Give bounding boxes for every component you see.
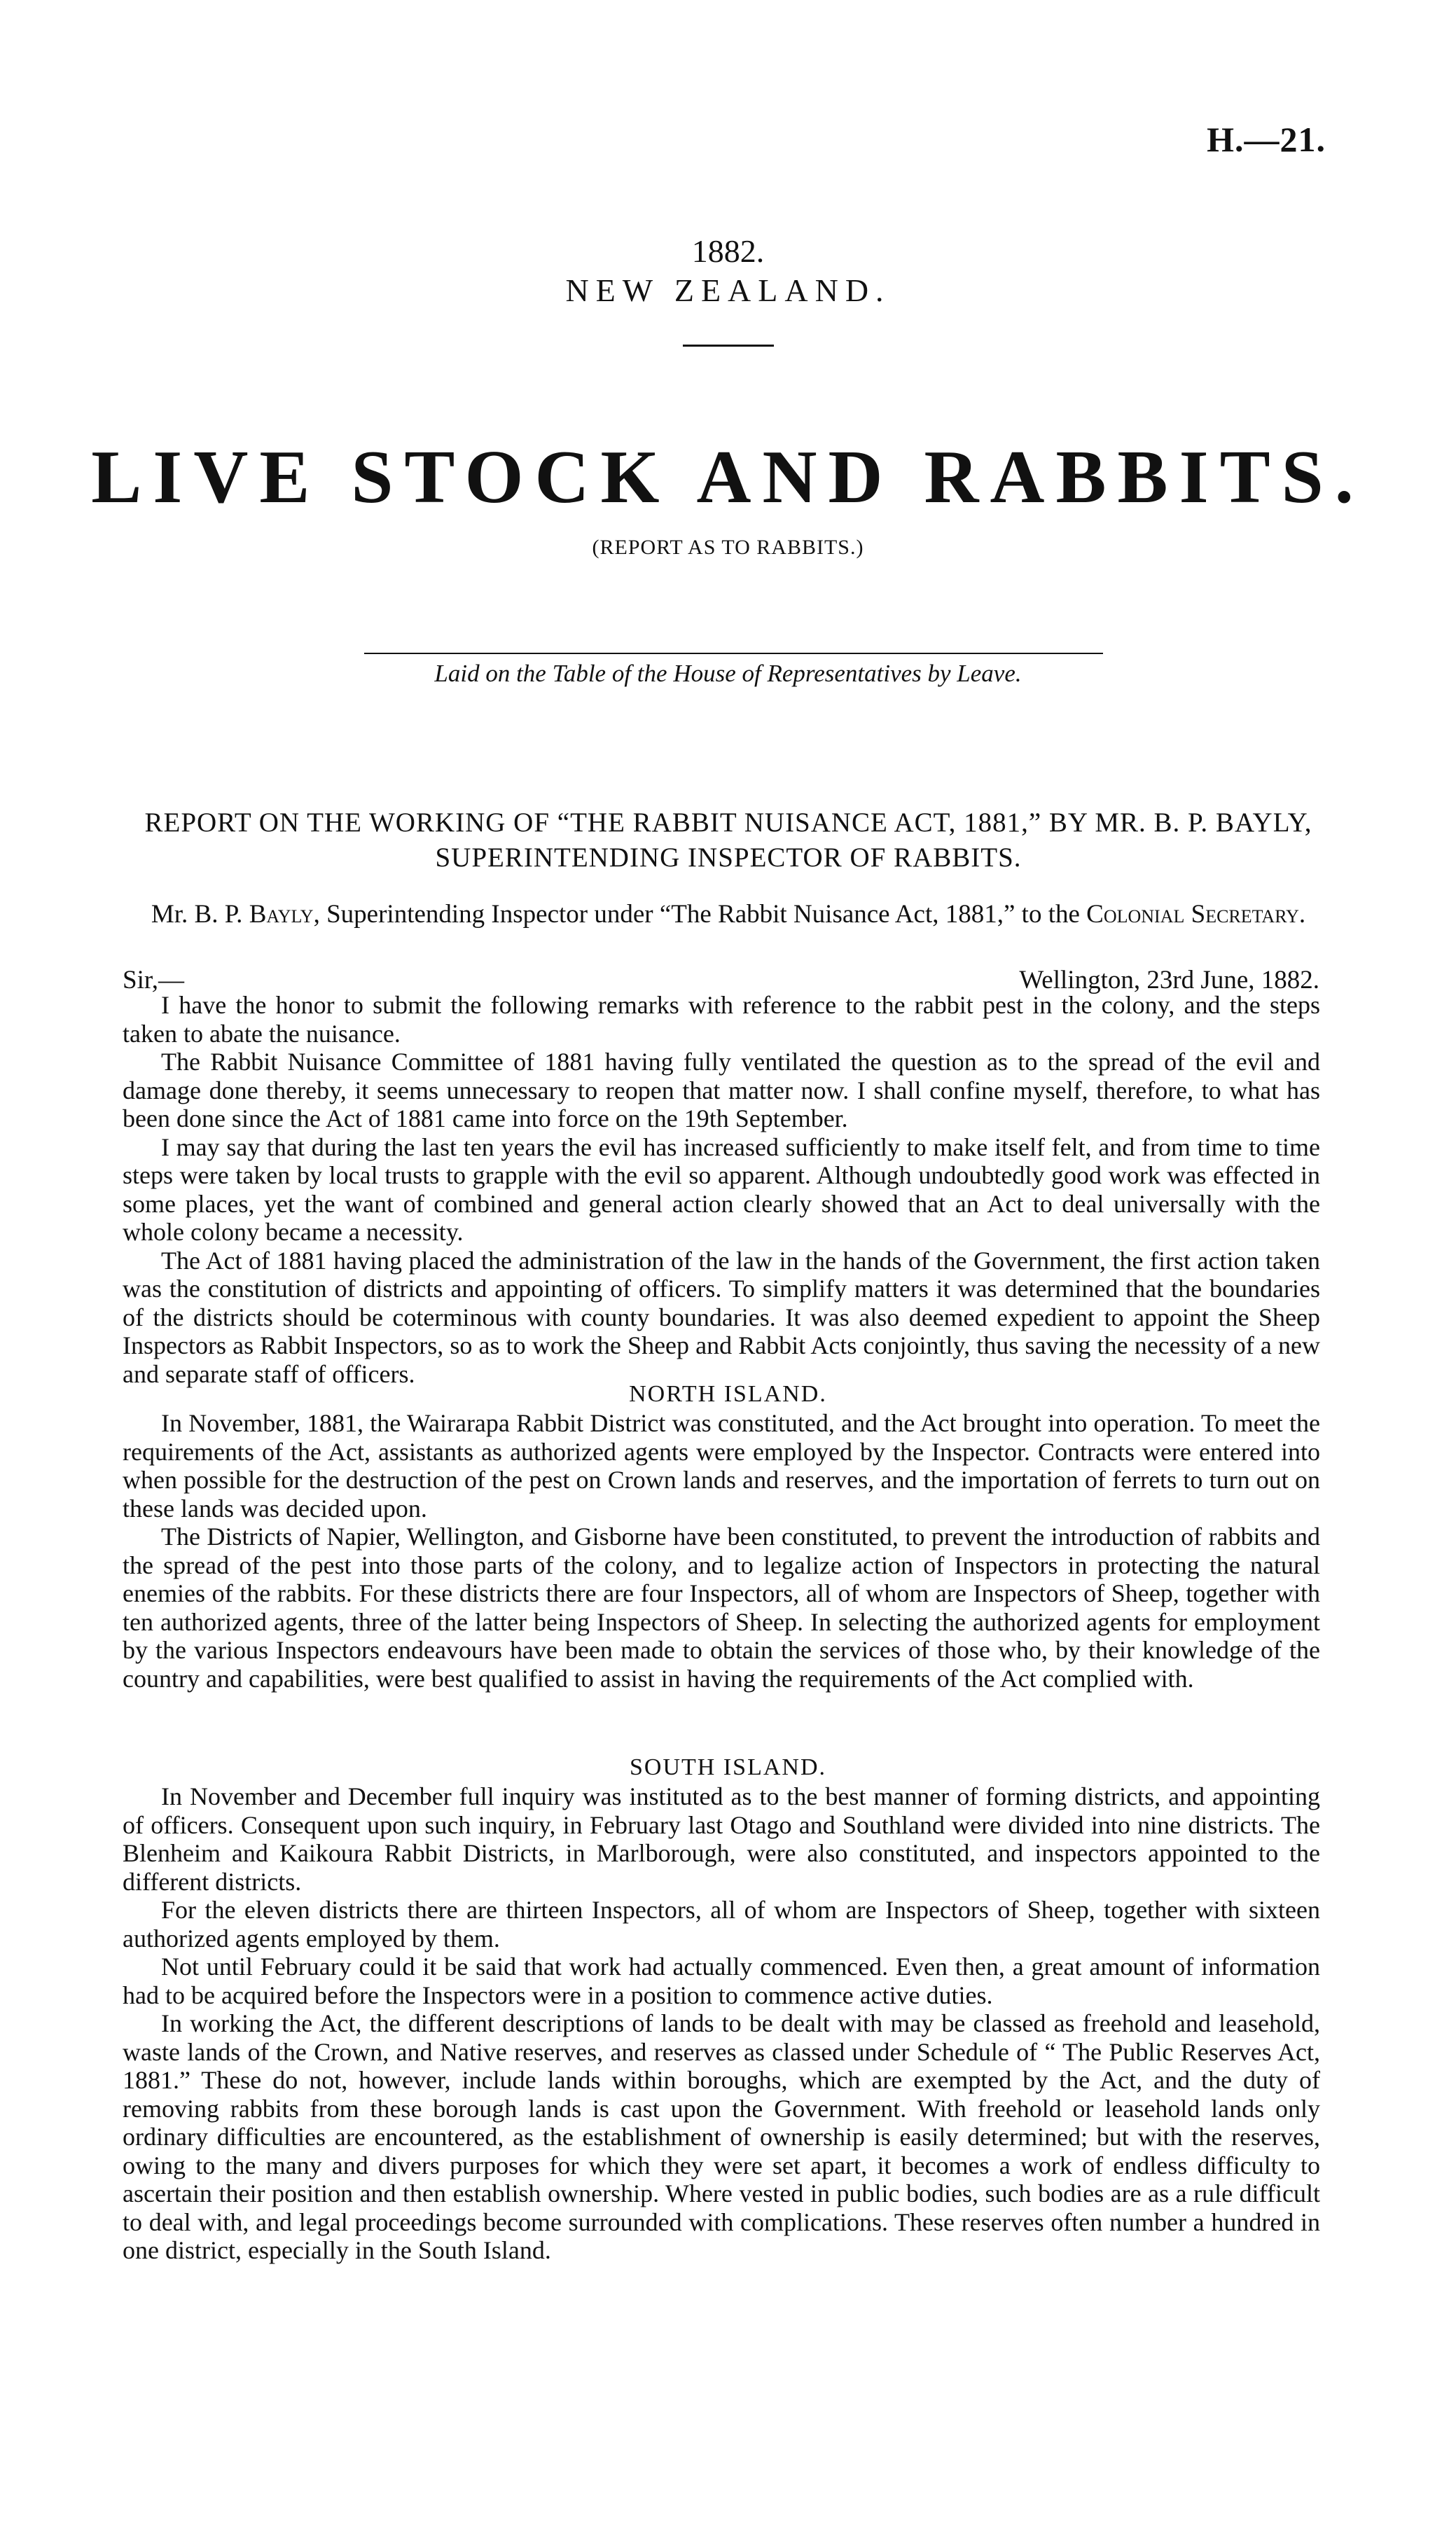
address-middle: , Superintending Inspector under “The Rabbit Nuisance Act, 1881,” to the <box>313 900 1087 929</box>
address-end: . <box>1298 900 1306 929</box>
south-island-section <box>123 1782 1320 2265</box>
paragraph: In working the Act, the different descriptions of lands to be dealt with may be classed as freehold and leasehold, waste lands of the Crown, and Native reserves, and reserves as classed under Schedule of “ The Public Reserves Act, 1881.” These do not, however, include lands within boroughs, which are exempted by the Act, and the duty of removing rabbits from these borough lands is cast upon the Government. With freehold or leasehold lands only ordinary difficulties are encountered, as the establishment of ownership is easily determined; but with the reserves, owing to the many and divers purposes for which they were set apart, it becomes a work of endless difficulty to ascertain their position and then establish ownership. Where vested in public bodies, such bodies are as a rule difficult to deal with, and legal proceedings become surrounded with complications. These reserves often number a hundred in one district, especially in the South Island. <box>123 2009 1320 2264</box>
paragraph: For the eleven districts there are thirteen Inspectors, all of whom are Inspectors of Sheep, together with sixteen authorized agents employed by them. <box>123 1896 1320 1953</box>
section-heading-south-island: SOUTH ISLAND. <box>630 1754 826 1780</box>
year: 1882. <box>691 233 765 269</box>
paragraph: I have the honor to submit the following remarks with reference to the rabbit pest in the colony, and the steps taken to abate the nuisance. <box>123 991 1320 1048</box>
north-island-section <box>123 1409 1320 1693</box>
divider-long <box>364 653 1103 654</box>
paragraph: Not until February could it be said that work had actually commenced. Even then, a great amount of information had to be acquired before the Inspectors were in a position to commence active duties. <box>123 1953 1320 2009</box>
report-heading: REPORT ON THE WORKING OF “THE RABBIT NUISANCE ACT, 1881,” BY MR. B. P. BAYLY, SUPERINTENDING INSPECTOR OF RABBITS. <box>144 807 1312 873</box>
paragraph: I may say that during the last ten years the evil has increased sufficiently to make itself felt, and from time to time steps were taken by local trusts to grapple with the evil so apparent. Although undoubtedly good work was effected in some places, yet the want of combined and general action clearly showed that an Act to deal universally with the whole colony became a necessity. <box>123 1132 1320 1246</box>
intro-section <box>123 991 1320 1388</box>
address-line <box>119 900 1338 929</box>
address-name: Bayly <box>249 900 314 929</box>
country-heading: NEW ZEALAND. <box>565 272 891 308</box>
salutation: Sir,— <box>123 966 184 994</box>
paragraph: The Rabbit Nuisance Committee of 1881 having fully ventilated the question as to the spread of the evil and damage done thereby, it seems unnecessary to reopen that matter now. I shall confine myself, therefore, to what has been done since the Act of 1881 came into force on the 19th September. <box>123 1048 1320 1132</box>
section-heading-north-island: NORTH ISLAND. <box>629 1381 827 1407</box>
laid-on-table-note: Laid on the Table of the House of Representatives by Leave. <box>434 660 1022 687</box>
page-title: LIVE STOCK AND RABBITS. <box>91 436 1365 519</box>
address-prefix: Mr. B. P. <box>151 900 249 929</box>
page-subtitle: (REPORT AS TO RABBITS.) <box>592 536 864 559</box>
paragraph: In November and December full inquiry was instituted as to the best manner of forming districts, and appointing of officers. Consequent upon such inquiry, in February last Otago and Southland were divided into nine districts. The Blenheim and Kaikoura Rabbit Districts, in Marlborough, were also constituted, and inspectors appointed to the different districts. <box>123 1782 1320 1896</box>
paragraph: The Act of 1881 having placed the administration of the law in the hands of the Government, the first action taken was the constitution of districts and appointing of officers. To simplify matters it was determined that the boundaries of the districts should be coterminous with county boundaries. It was also deemed expedient to appoint the Sheep Inspectors as Rabbit Inspectors, so as to work the Sheep and Rabbit Acts conjointly, thus saving the necessity of a new and separate staff of officers. <box>123 1246 1320 1388</box>
letter-date: Wellington, 23rd June, 1882. <box>1019 966 1319 994</box>
paragraph: The Districts of Napier, Wellington, and Gisborne have been constituted, to prevent the introduction of rabbits and the spread of the pest into those parts of the colony, and to legalize action of Inspectors in protecting the natural enemies of the rabbits. For these districts there are four Inspectors, all of whom are Inspectors of Sheep, together with ten authorized agents, three of the latter being Inspectors of Sheep. In selecting the authorized agents for employment by the various Inspectors endeavours have been made to obtain the services of those who, by their knowledge of the country and capabilities, were best qualified to assist in having the requirements of the Act complied with. <box>123 1523 1320 1693</box>
document-reference: H.—21. <box>1207 120 1326 159</box>
address-recipient: Colonial Secretary <box>1086 900 1299 929</box>
divider-short <box>683 345 774 347</box>
paragraph: In November, 1881, the Wairarapa Rabbit District was constituted, and the Act brought into operation. To meet the requirements of the Act, assistants as authorized agents were employed by the Inspector. Contracts were entered into when possible for the destruction of the pest on Crown lands and reserves, and the importation of ferrets to turn out on these lands was decided upon. <box>123 1409 1320 1523</box>
